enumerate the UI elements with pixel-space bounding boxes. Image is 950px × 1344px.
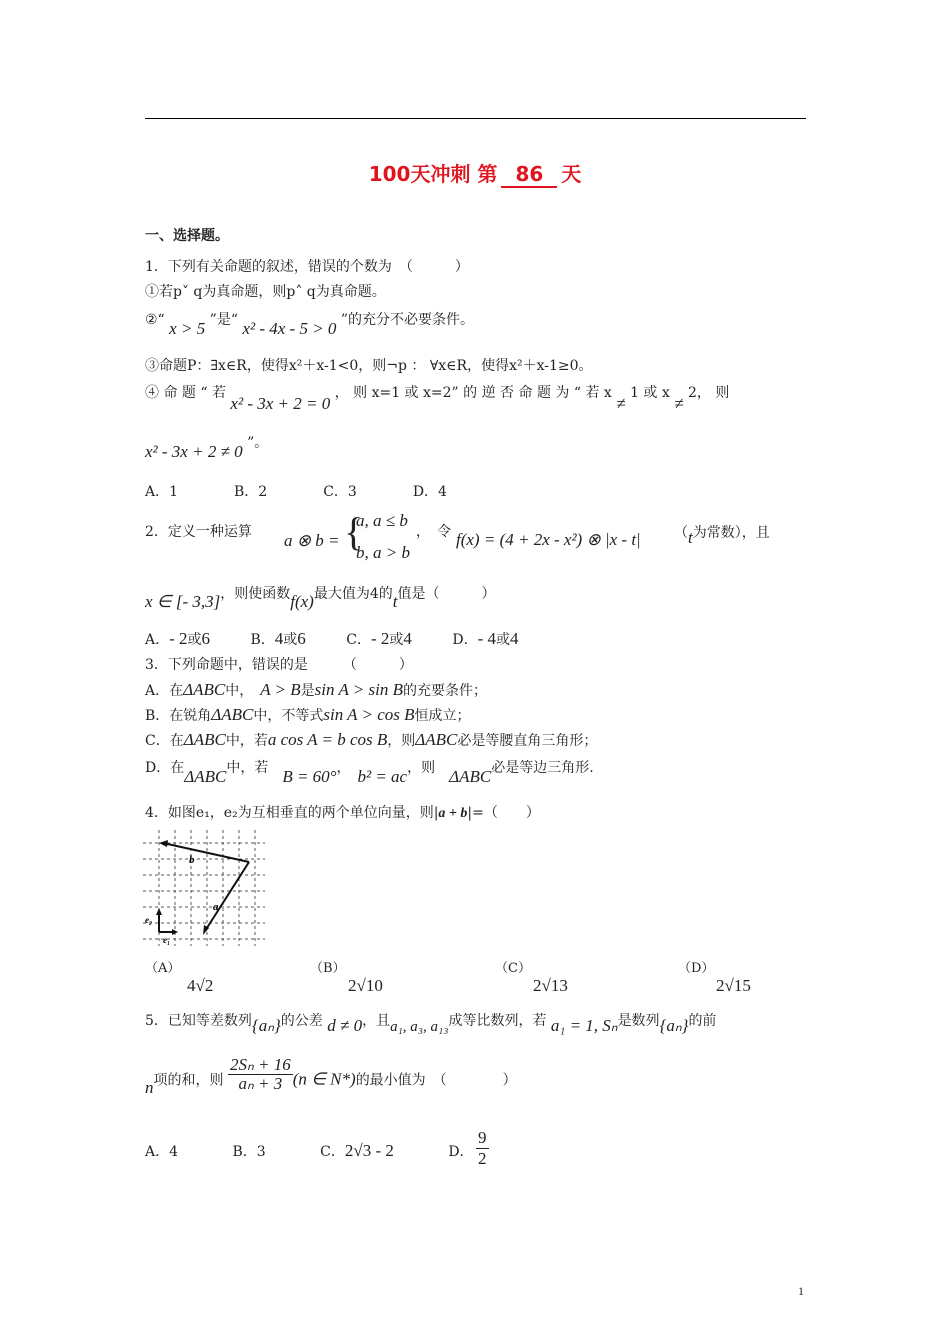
- fraction-expression: $\frac{\text{2Sₙ + 16}}{\text{aₙ + 3}}$: [229, 1055, 291, 1093]
- header-rule: [145, 118, 806, 119]
- math-neq-2: ≠: [674, 394, 684, 413]
- math-x-gt-5: x > 5: [169, 319, 206, 338]
- q4-choice-b: （B） 2√10: [310, 961, 383, 995]
- q1-statement-2: ②“ x > 5 ”是“ x² - 4x - 5 > 0 ”的充分不必要条件。: [145, 312, 475, 338]
- q2-let: ， 令: [416, 524, 451, 540]
- q4-choice-d: （D） 2√15: [678, 961, 751, 995]
- brace-icon: {: [344, 509, 364, 554]
- label-a: a: [213, 901, 219, 913]
- q5-line-2: n项的和，则 $\frac{\text{2Sₙ + 16}}{\text{aₙ + 3}}$ (n ∈ N*)的最小值为 （ ）: [145, 1055, 517, 1097]
- q4-choice-a: （A） 4√2: [145, 961, 214, 995]
- label-e2: e₂: [145, 915, 153, 925]
- title-suffix: 天: [561, 162, 582, 186]
- q3-stem: 3．下列命题中，错误的是 （ ）: [145, 657, 413, 673]
- math-inequation: x² - 3x + 2 ≠ 0: [145, 442, 243, 461]
- q1-statement-4-cont: x² - 3x + 2 ≠ 0 ”。: [145, 435, 269, 461]
- q1-statement-4: ④ 命 题 “ 若 x² - 3x + 2 = 0 ， 则 x=1 或 x=2” 的 逆 否 命 题 为 “ 若 x ≠ 1 或 x ≠ 2， 则: [145, 385, 730, 413]
- q2-case-1: a, a ≤ b: [356, 511, 408, 530]
- label-b: b: [189, 854, 195, 866]
- q2-line-1: 2．定义一种运算: [145, 524, 252, 540]
- title-prefix: 100天冲刺 第: [368, 162, 498, 186]
- title-day: 86: [501, 162, 557, 188]
- q1-statement-1: ①若p˅ q为真命题，则p˄ q为真命题。: [145, 284, 386, 300]
- page-number: 1: [798, 1284, 804, 1298]
- q2-line-2: x ∈ [- 3,3]，则使函数f(x)最大值为4的t值是（ ）: [145, 586, 496, 611]
- q3-option-c: C．在ΔABC中，若a cos A = b cos B，则ΔABC必是等腰直角三角形；: [145, 730, 598, 749]
- math-equation: x² - 3x + 2 = 0: [230, 394, 331, 413]
- q2-def: a ⊗ b =: [284, 531, 340, 550]
- q1-options: A．1 B．2 C．3 D．4: [145, 484, 447, 500]
- q2-case-2: b, a > b: [356, 543, 410, 562]
- section-heading: 一、选择题。: [145, 228, 229, 244]
- q1-statement-3: ③命题P：∃x∈R，使得x²＋x-1<0，则¬p ： ∀x∈R，使得x²＋x-1≥0。: [145, 358, 593, 374]
- q3-option-d: D．在ΔABC中，若 B = 60°， b² = ac，则 ΔABC必是等边三角形.: [145, 760, 594, 786]
- q2-note: （t为常数），且: [674, 525, 770, 547]
- option-d-fraction: $\frac{9}{2}$: [478, 1128, 487, 1168]
- page-title: [0, 158, 950, 188]
- math-quadratic: x² - 4x - 5 > 0: [242, 319, 337, 338]
- q3-option-a: A．在ΔABC中， A > B是sin A > sin B的充要条件；: [145, 680, 487, 699]
- q4-choice-c: （C） 2√13: [495, 961, 568, 995]
- q1-stem: 1．下列有关命题的叙述，错误的个数为 （ ）: [145, 259, 469, 275]
- q5-line-1: 5．已知等差数列{aₙ}的公差 d ≠ 0，且a₁, a₃, a₁₃成等比数列，若 a₁ = 1, Sₙ是数列{aₙ}的前: [145, 1013, 717, 1035]
- q2-options: A．- 2或6 B．4或6 C．- 2或4 D．- 4或4: [145, 629, 519, 648]
- q4-stem: 4．如图e₁，e₂为互相垂直的两个单位向量，则|a + b|=（ ）: [145, 805, 540, 821]
- label-e1: e₁: [163, 935, 171, 945]
- vector-a-arrow: [205, 862, 249, 931]
- math-neq: ≠: [616, 394, 626, 413]
- q5-options: A．4 B．3 C．2√3 - 2 D．: [145, 1141, 474, 1160]
- q2-function: f(x) = (4 + 2x - x²) ⊗ |x - t|: [456, 530, 641, 549]
- vector-figure: [141, 828, 271, 948]
- q3-option-b: B．在锐角ΔABC中，不等式sin A > cos B恒成立；: [145, 705, 471, 724]
